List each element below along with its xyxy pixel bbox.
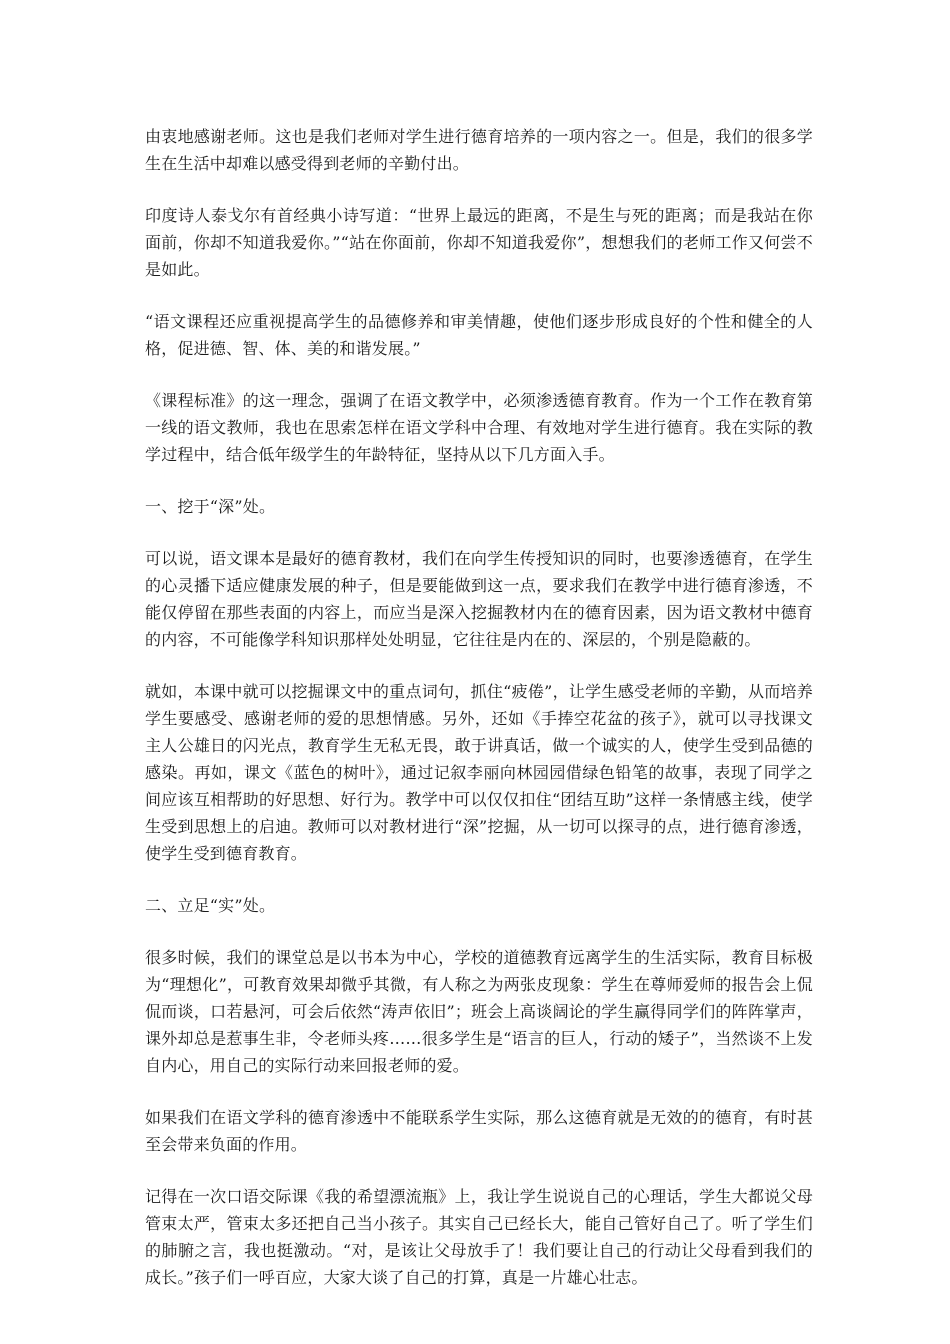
paragraph-3: “语文课程还应重视提高学生的品德修养和审美情趣，使他们逐步形成良好的个性和健全的人格，促进德、智、体、美的和谐发展。”: [145, 312, 813, 358]
paragraph-6: 就如，本课中就可以挖掘课文中的重点词句，抓住“疲倦”，让学生感受老师的辛勤，从而培养学生要感受、感谢老师的爱的思想情感。另外，还如《手捧空花盆的孩子》，就可以寻找课文主人公雄日的闪光点，教育学生无私无畏，敢于讲真话，做一个诚实的人，使学生受到品德的感染。再如，课文《蓝色的树叶》，通过记叙李丽向林园园借绿色铅笔的故事，表现了同学之间应该互相帮助的好思想、好行为。教学中可以仅仅扣住“团结互助”这样一条情感主线，使学生受到思想上的启迪。教师可以对教材进行“深”挖掘，从一切可以探寻的点，进行德育渗透，使学生受到德育教育。: [145, 682, 813, 863]
paragraph-1: 由衷地感谢老师。这也是我们老师对学生进行德育培养的一项内容之一。但是，我们的很多学生在生活中却难以感受得到老师的辛勤付出。: [145, 127, 813, 173]
paragraph-5: 可以说，语文课本是最好的德育教材，我们在向学生传授知识的同时，也要渗透德育，在学生的心灵播下适应健康发展的种子，但是要能做到这一点，要求我们在教学中进行德育渗透，不能仅停留在那些表面的内容上，而应当是深入挖掘教材内在的德育因素，因为语文教材中德育的内容，不可能像学科知识那样处处明显，它往往是内在的、深层的，个别是隐蔽的。: [145, 549, 813, 649]
paragraph-8: 如果我们在语文学科的德育渗透中不能联系学生实际，那么这德育就是无效的的德育，有时甚至会带来负面的作用。: [145, 1108, 813, 1154]
paragraph-4: 《课程标准》的这一理念，强调了在语文教学中，必须渗透德育教育。作为一个工作在教育第一线的语文教师，我也在思索怎样在语文学科中合理、有效地对学生进行德育。我在实际的教学过程中，结合低年级学生的年龄特征，坚持从以下几方面入手。: [145, 391, 813, 464]
paragraph-2: 印度诗人泰戈尔有首经典小诗写道：“世界上最远的距离，不是生与死的距离；而是我站在你面前，你却不知道我爱你。”“站在你面前，你却不知道我爱你”，想想我们的老师工作又何尝不是如此。: [145, 206, 813, 279]
paragraph-9: 记得在一次口语交际课《我的希望漂流瓶》上，我让学生说说自己的心理话，学生大都说父母管束太严，管束太多还把自己当小孩子。其实自己已经长大，能自己管好自己了。听了学生们的肺腑之言，我也挺激动。“对，是该让父母放手了！我们要让自己的行动让父母看到我们的成长。”孩子们一呼百应，大家大谈了自己的打算，真是一片雄心壮志。: [145, 1187, 813, 1287]
section-heading-1: 一、挖于“深”处。: [145, 497, 276, 516]
paragraph-7: 很多时候，我们的课堂总是以书本为中心，学校的道德教育远离学生的生活实际，教育目标极为“理想化”，可教育效果却微乎其微，有人称之为两张皮现象：学生在尊师爱师的报告会上侃侃而谈，口若悬河，可会后依然“涛声依旧”；班会上高谈阔论的学生赢得同学们的阵阵掌声，课外却总是惹事生非，令老师头疼……很多学生是“语言的巨人，行动的矮子”，当然谈不上发自内心，用自己的实际行动来回报老师的爱。: [145, 948, 813, 1075]
document-body: [145, 123, 813, 1316]
section-heading-2: 二、立足“实”处。: [145, 896, 276, 915]
